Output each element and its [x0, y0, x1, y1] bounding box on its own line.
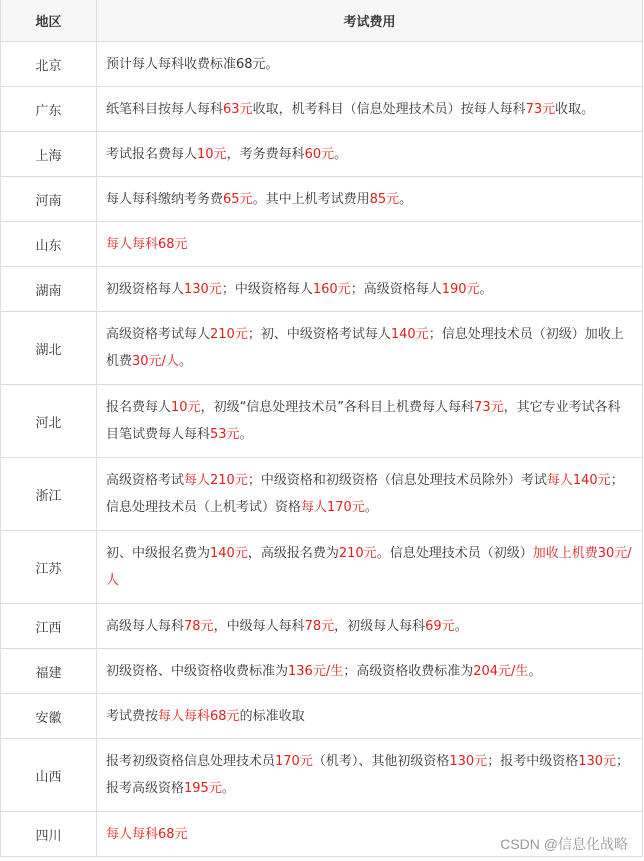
fee-amount: 每人140元	[546, 473, 611, 488]
fee-text: 。	[221, 781, 235, 796]
fee-amount: 204元/生	[473, 663, 529, 679]
fee-amount: 195元	[184, 781, 222, 796]
fee-text: ；信息处理技术员（初级）加收上机费	[106, 327, 624, 369]
fee-amount: 69元	[425, 618, 455, 634]
fee-text: ；高级资格收费标准为	[343, 663, 474, 679]
fee-text: ；初、中级资格考试每人	[247, 327, 391, 342]
fee-amount: 10元	[171, 400, 201, 415]
fee-cell	[97, 531, 643, 604]
fee-amount: 78元	[184, 618, 214, 634]
region-cell: 山西	[1, 739, 97, 812]
fee-text: ，中级每人每科	[213, 618, 305, 634]
table-header-row	[1, 0, 643, 42]
table-row	[1, 458, 643, 531]
fee-text: 考试费按	[106, 708, 159, 724]
region-cell: 湖南	[1, 267, 97, 312]
fee-text: 。	[334, 146, 348, 162]
fee-amount: 170元	[275, 754, 313, 769]
fee-text: ；中级资格和初级资格（信息处理技术员除外）考试	[247, 473, 547, 488]
fee-text: 预计每人每科收费标准68元。	[106, 56, 279, 72]
fee-text: ，高级报名费为	[247, 546, 339, 561]
fee-cell	[97, 604, 643, 649]
fee-amount: 每人170元	[301, 500, 365, 515]
fee-amount: 210元	[338, 546, 377, 561]
fee-cell	[97, 312, 643, 385]
fee-text: 高级资格考试	[106, 473, 185, 488]
fee-cell	[97, 132, 643, 177]
fee-text: ，考务费每科	[226, 146, 305, 162]
fee-text: 报名费每人	[106, 400, 172, 415]
fee-text: 。	[239, 427, 253, 442]
table-row	[1, 531, 643, 604]
fee-amount: 每人每科68元	[106, 826, 188, 842]
fee-cell	[97, 694, 643, 739]
region-cell: 江苏	[1, 531, 97, 604]
fee-text: 高级资格考试每人	[106, 327, 211, 342]
fee-text: 。	[528, 663, 542, 679]
fee-cell	[97, 649, 643, 694]
fee-amount: 60元	[304, 146, 335, 162]
fee-amount: 136元/生	[288, 663, 344, 679]
fee-amount: 10元	[197, 146, 227, 162]
fee-text: 收取，机考科目（信息处理技术员）按每人每科	[252, 101, 526, 117]
region-cell: 安徽	[1, 694, 97, 739]
fee-cell	[97, 458, 643, 531]
fee-cell	[97, 267, 643, 312]
table-body	[1, 42, 643, 857]
fee-text: ，初级“信息处理技术员”各科目上机费每人每科	[200, 400, 475, 415]
fee-amount: 每人210元	[184, 473, 248, 488]
fee-text: 收取。	[555, 101, 595, 117]
table-row	[1, 42, 643, 87]
fee-text: 初、中级报名费为	[106, 546, 211, 561]
region-cell: 河南	[1, 177, 97, 222]
fee-amount: 每人每科68元	[106, 236, 188, 252]
table-row	[1, 87, 643, 132]
table-row	[1, 222, 643, 267]
fee-text: 。其中上机考试费用	[252, 191, 370, 207]
region-cell: 山东	[1, 222, 97, 267]
fee-amount: 140元	[390, 327, 429, 342]
region-cell: 四川	[1, 812, 97, 857]
fee-text: 初级资格、中级资格收费标准为	[106, 663, 289, 679]
fee-amount: 130元	[449, 754, 488, 769]
fee-amount: 63元	[223, 101, 253, 117]
fee-text: ；中级资格每人	[221, 281, 313, 297]
fee-text: ，初级每人每科	[334, 618, 426, 634]
fee-cell	[97, 739, 643, 812]
fee-text: 初级资格每人	[106, 281, 185, 297]
table-row	[1, 385, 643, 458]
fee-amount: 130元	[578, 754, 617, 769]
watermark: CSDN @信息化战略	[500, 836, 628, 852]
fee-amount: 每人每科68元	[158, 708, 240, 724]
fee-text: ；报考中级资格	[487, 754, 579, 769]
fee-cell	[97, 87, 643, 132]
region-cell: 上海	[1, 132, 97, 177]
region-cell: 福建	[1, 649, 97, 694]
fee-amount: 85元	[369, 191, 400, 207]
table-row	[1, 132, 643, 177]
fee-text: 高级每人每科	[106, 618, 185, 634]
fee-text: ；高级资格每人	[350, 281, 442, 297]
fee-text: 考试报名费每人	[106, 146, 198, 162]
fee-amount: 78元	[304, 618, 335, 634]
fee-text: ；信息处理技术员（上机考试）资格	[106, 473, 624, 515]
fee-text: 的标准收取	[239, 708, 305, 724]
fee-cell	[97, 385, 643, 458]
table-row	[1, 694, 643, 739]
region-cell: 江西	[1, 604, 97, 649]
fee-text: 报考初级资格信息处理技术员	[106, 754, 276, 769]
fee-amount: 65元	[223, 191, 253, 207]
fee-amount: 210元	[210, 327, 248, 342]
fee-text: 。	[364, 500, 378, 515]
fee-text: 。	[454, 618, 468, 634]
fee-text: ，其它专业考试各科目笔试费每人每科	[106, 400, 621, 442]
fee-amount: 190元	[441, 281, 480, 297]
fee-cell	[97, 177, 643, 222]
fee-amount: 加收上机费30元/人	[106, 546, 632, 588]
fee-cell	[97, 222, 643, 267]
fee-text: ；报考高级资格	[106, 754, 630, 796]
fee-amount: 160元	[312, 281, 351, 297]
region-cell: 湖北	[1, 312, 97, 385]
fee-text: 每人每科缴纳考务费	[106, 191, 224, 207]
region-cell: 浙江	[1, 458, 97, 531]
fee-amount: 73元	[525, 101, 556, 117]
table-row	[1, 312, 643, 385]
fee-amount: 73元	[474, 400, 504, 415]
table-row	[1, 649, 643, 694]
table-row	[1, 604, 643, 649]
header-fee: 考试费用	[97, 0, 643, 42]
fee-text: 。信息处理技术员（初级）	[376, 546, 533, 561]
fee-text: （机考）、其他初级资格	[312, 754, 450, 769]
fee-text: 。	[178, 354, 192, 369]
region-cell: 北京	[1, 42, 97, 87]
fee-cell	[97, 42, 643, 87]
table-row	[1, 267, 643, 312]
fee-text: 。	[479, 281, 493, 297]
region-cell: 河北	[1, 385, 97, 458]
fee-amount: 30元/人	[132, 354, 179, 369]
region-cell: 广东	[1, 87, 97, 132]
table-row	[1, 739, 643, 812]
fee-text: 纸笔科目按每人每科	[106, 101, 224, 117]
fee-amount: 140元	[210, 546, 248, 561]
fee-text: 。	[399, 191, 413, 207]
fee-amount: 53元	[210, 427, 240, 442]
fee-amount: 130元	[184, 281, 222, 297]
table-row	[1, 177, 643, 222]
header-region: 地区	[1, 0, 97, 42]
